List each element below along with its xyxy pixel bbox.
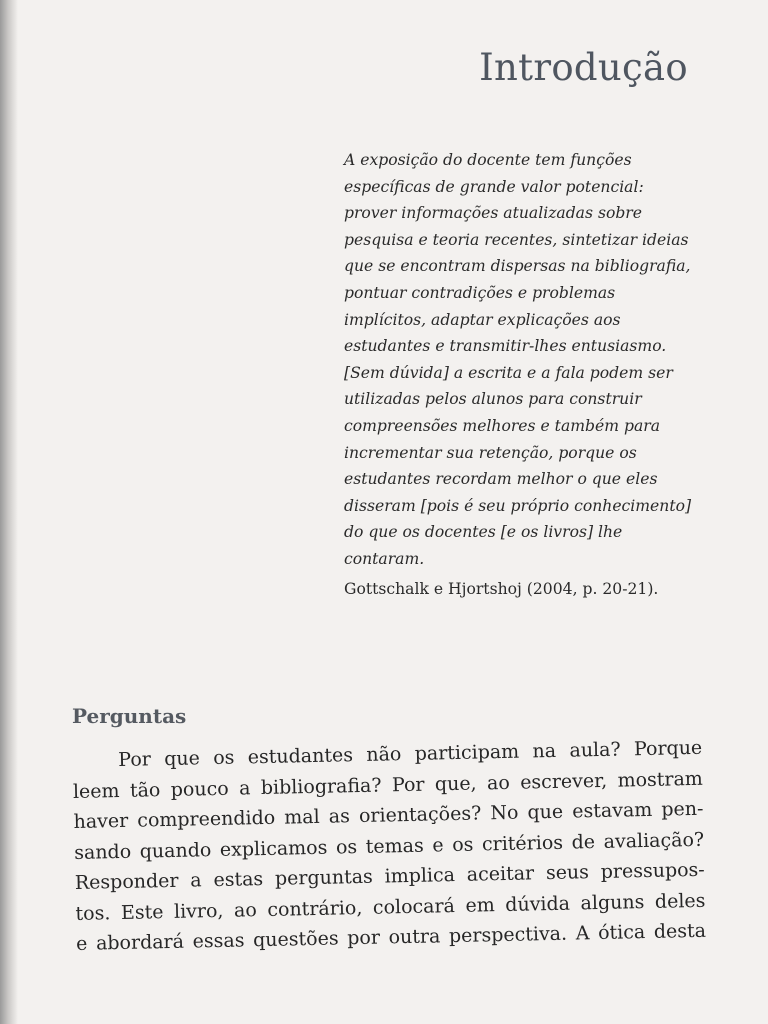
epigraph-line: compreensões melhores e também para bbox=[344, 416, 661, 435]
paragraph-line: sando quando explicamos os temas e os critérios de avaliação? bbox=[74, 828, 705, 864]
paragraph-line: haver compreendido mal as orientações? No que estavam pen- bbox=[73, 797, 704, 833]
epigraph-line: que se encontram dispersas na bibliografia, bbox=[344, 257, 691, 276]
epigraph-line: contaram. bbox=[344, 549, 425, 568]
epigraph-quote bbox=[344, 147, 704, 573]
chapter-title: Introdução bbox=[479, 46, 688, 89]
body-paragraph bbox=[72, 733, 706, 960]
epigraph-line: incrementar sua retenção, porque os bbox=[344, 443, 637, 462]
epigraph-line: A exposição do docente tem funções bbox=[344, 151, 632, 169]
section-heading: Perguntas bbox=[72, 704, 187, 728]
paragraph-line: leem tão pouco a bibliografia? Por que, ao escrever, mostram bbox=[72, 767, 704, 803]
epigraph-line: específicas de grande valor potencial: bbox=[344, 177, 644, 196]
epigraph-line: estudantes e transmitir-lhes entusiasmo. bbox=[344, 337, 667, 356]
epigraph-line: do que os docentes [e os livros] lhe bbox=[344, 523, 623, 542]
epigraph-line: pesquisa e teoria recentes, sintetizar ideias bbox=[344, 230, 689, 249]
epigraph-line: pontuar contradições e problemas bbox=[344, 283, 616, 302]
paragraph-line: e abordará essas questões por outra perspectiva. A ótica desta bbox=[75, 919, 707, 955]
paragraph-line: Por que os estudantes não participam na aula? Porque bbox=[118, 736, 703, 772]
epigraph-line: disseram [pois é seu próprio conhecimento] bbox=[344, 496, 692, 515]
epigraph-line: utilizadas pelos alunos para construir bbox=[344, 390, 642, 409]
epigraph-line: estudantes recordam melhor o que eles bbox=[344, 470, 658, 489]
epigraph-line: implícitos, adaptar explicações aos bbox=[344, 310, 621, 329]
epigraph-citation: Gottschalk e Hjortshoj (2004, p. 20-21). bbox=[344, 580, 659, 598]
epigraph-line: prover informações atualizadas sobre bbox=[344, 204, 642, 223]
epigraph-line: [Sem dúvida] a escrita e a fala podem ser bbox=[344, 363, 673, 382]
paragraph-line: tos. Este livro, ao contrário, colocará em dúvida alguns deles bbox=[75, 889, 706, 925]
paragraph-line: Responder a estas perguntas implica aceitar seus pressupos- bbox=[74, 858, 705, 894]
